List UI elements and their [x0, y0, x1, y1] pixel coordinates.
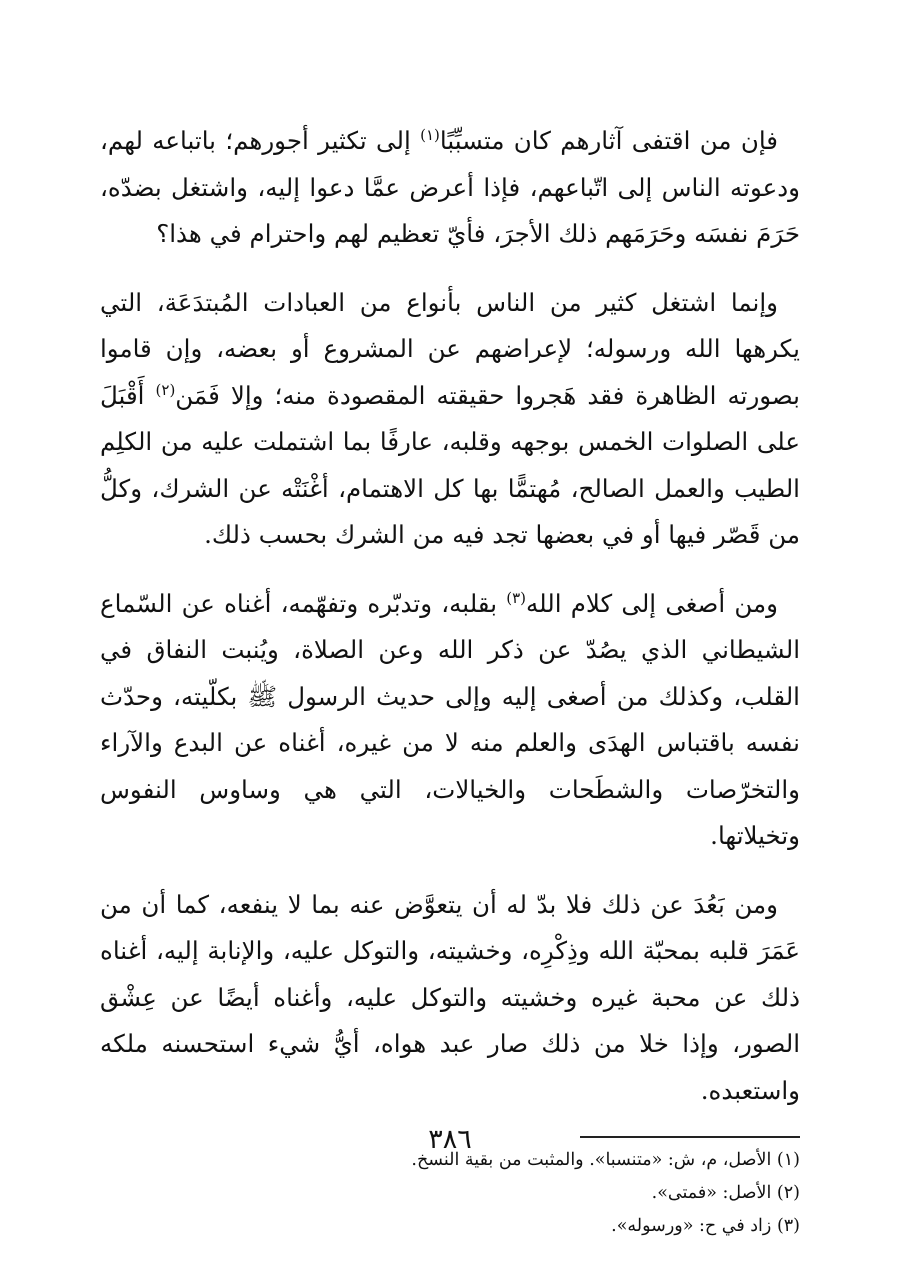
- paragraph-1-text-b: إلى تكثير أجورهم؛ باتباعه لهم، ودعوته الناس إلى اتّباعهم، فإذا أعرض عمَّا دعوا إليه، واشتغل بضدّه، حَرَمَ نفسَه وحَرَمَهم ذلك الأجرَ، فأيّ تعظيم لهم واحترام في هذا؟: [100, 126, 800, 248]
- footnotes: [100, 1144, 800, 1243]
- footnote-ref-2[interactable]: (٢): [155, 380, 176, 399]
- footnote-2: (٢) الأصل: «فمتى».: [651, 1183, 800, 1203]
- page-content: [100, 118, 800, 1243]
- footnote-ref-3[interactable]: (٣): [506, 588, 527, 607]
- paragraph-2-text-a: وإنما اشتغل كثير من الناس بأنواع من العبادات المُبتدَعَة، التي يكرهها الله ورسوله؛ لإعراضهم عن المشروع أو بعضه، وإن قاموا بصورته الظاهرة فقد هَجروا حقيقته المقصودة منه؛ وإلا فَمَن: [100, 287, 800, 410]
- footnote-ref-1[interactable]: (١): [420, 125, 440, 144]
- page-number: ٣٨٦: [428, 1124, 472, 1155]
- paragraph-3-text-a: ومن أصغى إلى كلام الله: [526, 588, 778, 618]
- paragraph-3-text-b: بقلبه، وتدبّره وتفهّمه، أغناه عن السّماع الشيطاني الذي يصُدّ عن ذكر الله وعن الصلاة، ويُنبت النفاق في القلب، وكذلك من أصغى إليه وإلى حديث الرسول ﷺ بكلّيته، وحدّث نفسه باقتباس الهدَى والعلم منه لا من غيره، أغناه عن البدع والآراء والتخرّصات والشطَحات والخيالات، التي هي وساوس النفوس وتخيلاتها.: [100, 588, 800, 850]
- paragraph-4-text-a: ومن بَعُدَ عن ذلك فلا بدّ له أن يتعوَّض عنه بما لا ينفعه، كما أن من عَمَرَ قلبه بمحبّة الله وذِكْرِه، وخشيته، والتوكل عليه، والإنابة إليه، أغناه ذلك عن محبة غيره وخشيته والتوكل عليه، وأغناه أيضًا عن عِشْق الصور، وإذا خلا من ذلك صار عبد هواه، أيُّ شيء استحسنه ملكه واستعبده.: [100, 889, 800, 1105]
- paragraph-4: [100, 882, 800, 1115]
- footnote-1: (١) الأصل، م، ش: «متنسبا». والمثبت من بقية النسخ.: [411, 1150, 800, 1170]
- paragraph-2: [100, 280, 800, 559]
- paragraph-1: [100, 118, 800, 258]
- footnote-3: (٣) زاد في ح: «ورسوله».: [611, 1216, 800, 1236]
- paragraph-1-text-a: فإن من اقتفى آثارهم كان متسبِّبًا: [439, 126, 778, 155]
- paragraph-3: [100, 581, 800, 860]
- paragraph-2-text-b: أَقْبَلَ على الصلوات الخمس بوجهه وقلبه، عارفًا بما اشتملت عليه من الكلِم الطيب والعمل الصالح، مُهتمًّا بها كل الاهتمام، أغْنَتْه عن الشرك، وكلُّ من قَصّر فيها أو في بعضها تجد فيه من الشرك بحسب ذلك.: [100, 380, 800, 549]
